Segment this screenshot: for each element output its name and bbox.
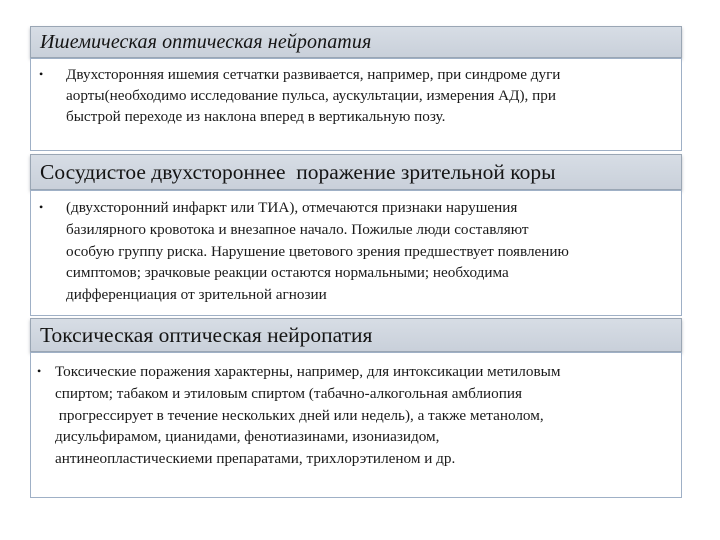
text-line: особую группу риска. Нарушение цветового зрения предшествует появлению xyxy=(66,242,569,260)
section-1-content xyxy=(30,58,682,151)
section-3-title-text: Токсическая оптическая нейропатия xyxy=(40,322,373,347)
text-line: дисульфирамом, цианидами, фенотиазинами, изониазидом, xyxy=(55,428,440,446)
section-3-title xyxy=(30,318,682,352)
section-2-title xyxy=(30,154,682,190)
text-line: Токсические поражения характерны, например, для интоксикации метиловым xyxy=(55,363,561,380)
text-line: дифференциация от зрительной агнозии xyxy=(66,286,327,304)
section-2-text xyxy=(66,197,569,306)
section-1-text xyxy=(66,64,560,128)
text-line: быстрой переходе из наклона вперед в вертикальную позу. xyxy=(66,108,446,126)
section-2-bullet: • xyxy=(39,200,44,214)
section-2-content xyxy=(30,190,682,316)
section-1-bullet: • xyxy=(39,67,44,81)
section-2-title-text: Сосудистое двухстороннее поражение зрительной коры xyxy=(40,159,556,184)
section-1-title-text: Ишемическая оптическая нейропатия xyxy=(40,30,372,53)
text-line: Двухсторонняя ишемия сетчатки развивается, например, при синдроме дуги xyxy=(66,66,561,83)
section-3-text xyxy=(55,361,560,470)
text-line: прогрессирует в течение нескольких дней или недель), а также метанолом, xyxy=(55,406,544,424)
text-line: аорты(необходимо исследование пульса, аускультации, измерения АД), при xyxy=(66,87,556,105)
section-3-content xyxy=(30,352,682,498)
section-1-title xyxy=(30,26,682,58)
text-line: симптомов; зрачковые реакции остаются нормальными; необходима xyxy=(66,264,509,282)
text-line: базилярного кровотока и внезапное начало. Пожилые люди составляют xyxy=(66,220,529,238)
section-3-bullet: • xyxy=(37,364,42,378)
text-line: (двухсторонний инфаркт или ТИА), отмечаются признаки нарушения xyxy=(66,199,518,216)
text-line: спиртом; табаком и этиловым спиртом (табачно-алкогольная амблиопия xyxy=(55,384,523,402)
text-line: антинеопластическиеми препаратами, трихлорэтиленом и др. xyxy=(55,450,456,468)
